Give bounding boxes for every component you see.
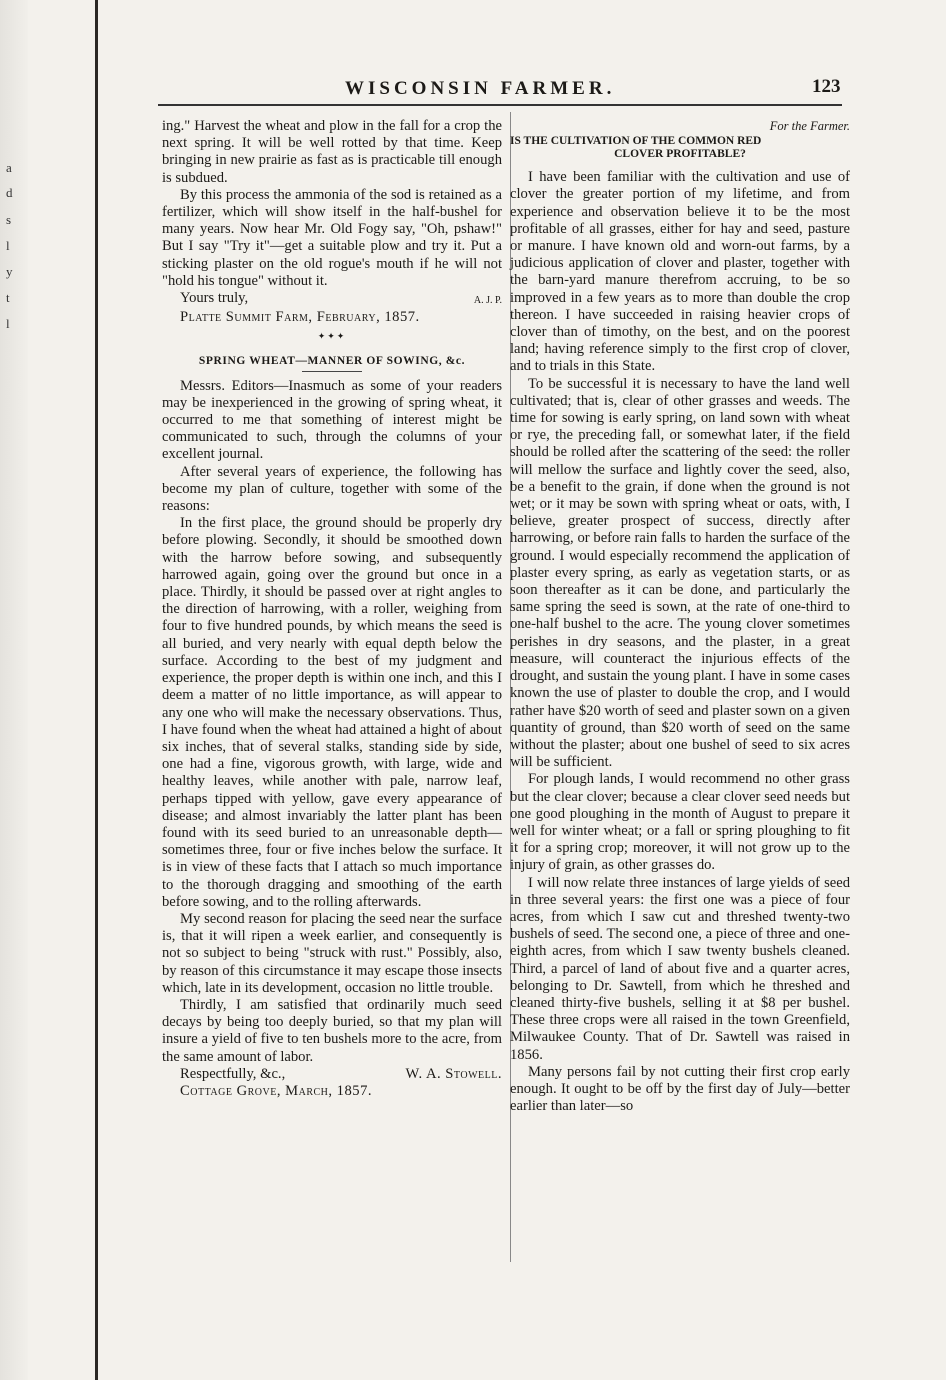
section-ornament: ✦✦✦ [317, 331, 347, 342]
article-byline: For the Farmer. [769, 119, 850, 133]
paragraph: In the first place, the ground should be properly dry before plowing. Secondly, it should be smoothed down with the harrow before sowing, and subsequently harrowed again, going over the ground but once in a place. Thirdly, it should be passed over at right angles to the direction of harrowing, with a roller, weighing from four to five hundred pounds, by which means the seed is all buried, and very nearly with equal depth below the surface. According to the best of my judgment and experience, the proper depth is within one inch, and this I deem a matter of no little importance, as will appear to any one who will make the necessary observations. Thus, I have found when the wheat had attained a hight of about six inches, that of several stalks, standing side by side, one had a fine, vigorous growth, with large, wide and healthy leaves, while another with pale, narrow leaf, perhaps tipped with yellow, gave every appearance of disease; and almost invariably the latter plant has been found with its seed buried to an unreasonable depth—sometimes three, four or five inches below the surface. It is in view of these facts that I attach so much importance to the thorough dragging and smoothing of the earth before sowing, and to the rolling afterwards. [162, 515, 502, 910]
gutter-mark: a [6, 160, 12, 175]
place-date: Platte Summit Farm, February, 1857. [180, 309, 420, 326]
gutter-mark: t [6, 290, 10, 305]
paragraph: I will now relate three instances of large yields of seed in three several years: the first one was a piece of four acres, from which I saw cut and threshed twenty-two bushels of seed. The second one, a piece of three and one-eighth acres, from which I saw twenty bushels cleaned. Third, a parcel of land of about five and a quarter acres, belonging to Dr. Sawtell, from which he threshed and cleaned thirty-five bushels, selling it at $8 per bushel. These three crops were all raised in the town Greenfield, Milwaukee County. That of Dr. Sawtell was raised in 1856. [510, 874, 850, 1063]
paragraph: I have been familiar with the cultivation and use of clover the greater portion of my lifetime, and from experience and observation believe it to be the most profitable of all grasses, either for hay and seed, pasture or manure. I have known old and worn-out farms, by a judicious application of clover and plaster, together with the barn-yard manure therefrom accruing, to be so improved in a few years as to more than double the crop thereon. I have succeeded in raising heavier crops of clover than of timothy, on the best, and on the poorest land; having reference simply to the first crop of clover, and to trials in this State. [510, 169, 850, 375]
article-title-line: CLOVER PROFITABLE? [614, 148, 746, 161]
binding-gutter [0, 0, 28, 1380]
page-header-title: WISCONSIN FARMER. [345, 78, 616, 99]
gutter-mark: l [6, 316, 10, 331]
page-number: 123 [812, 76, 841, 97]
gutter-mark: d [6, 185, 13, 200]
article-title [510, 135, 850, 161]
paragraph: Many persons fail by not cutting their first crop early enough. It ought to be off by the first day of July—better earlier than later—so [510, 1063, 850, 1115]
signature: W. A. Stowell. [405, 1065, 502, 1082]
paragraph: By this process the ammonia of the sod is retained as a fertilizer, which will show itself in the half-bushel for many years. Now hear Mr. Old Fogy say, "Oh, pshaw!" But I say "Try it"—get a suitable plow and try it. Put a sticking plaster on the old rogue's mouth if he will not "hold his tongue" without it. [162, 186, 502, 289]
paragraph: Thirdly, I am satisfied that ordinarily much seed decays by being too deeply buried, so that my plan will insure a yield of five to ten bushels more to the acre, from the same amount of labor. [162, 996, 502, 1065]
letter-signature [162, 1066, 502, 1083]
right-column [510, 118, 850, 1115]
left-column [162, 118, 502, 1100]
sign-place: Cottage Grove, March, 1857. [180, 1082, 373, 1099]
paragraph: My second reason for placing the seed near the surface is, that it will ripen a week earlier, and consequently is not so subject to being "struck with rust." Possibly, also, by reason of this circumstance it may escape those insects which, late in its development, occasion no little trouble. [162, 910, 502, 996]
paragraph: ing." Harvest the wheat and plow in the fall for a crop the next spring. It will be well rotted by that time. Keep bringing in new prairie as fast as is practicable till enough is subdued. [162, 118, 502, 186]
header-rule [158, 104, 842, 106]
paragraph: After several years of experience, the following has become my plan of culture, together with some of the reasons: [162, 463, 502, 515]
gutter-mark: y [6, 264, 13, 279]
letter-closing [162, 290, 502, 309]
title-rule [302, 371, 362, 372]
paragraph: For plough lands, I would recommend no other grass but the clear clover; because a clear clover seed needs but one good ploughing in the month of August to prepare it well for winter wheat; or a fall or spring ploughing to fit it for a spring crop; moreover, it will not grow up to the injury of grain, as other grasses do. [510, 771, 850, 874]
closing-text: Yours truly, [180, 290, 249, 307]
paragraph: Messrs. Editors—Inasmuch as some of your readers may be inexperienced in the growing of spring wheat, it occurred to me that something of interest might be communicated to such, through the columns of your excellent journal. [162, 377, 502, 463]
article-title-line: IS THE CULTIVATION OF THE COMMON RED [510, 135, 762, 148]
gutter-mark: s [6, 212, 12, 227]
gutter-mark: l [6, 238, 10, 253]
sign-off: Respectfully, &c., [180, 1065, 286, 1082]
paragraph: To be successful it is necessary to have the land well cultivated; that is, clear of other grasses and weeds. The time for sowing is early spring, on land sown with wheat or rye, the preceding fall, or somewhat later, if the field should be rolled after the scattering of the seed: the roller will mellow the surface and lightly cover the seed, also, be a benefit to the grain, if done when the ground is not wet; or it may be sown with spring wheat or oats, with, I believe, greater prospect of success, directly after harrowing, or before rain falls to harden the surface of the ground. I would especially recommend the application of plaster every spring, as early as vegetation starts, or as soon thereafter as it can be done, and particularly the same spring the seed is sown, at the rate of one-third to one-half bushel to the acre. The young clover sometimes perishes in dry seasons, and the plaster, in a great measure, will counteract the injurious effects of the drought, and sustain the young plant. I have in some cases known the use of plaster to double the crop, and I would rather have $20 worth of seed and plaster sown on a given quantity of ground, than $20 worth of seed on the same without the plaster; about one bushel of seed to six acres will be sufficient. [510, 375, 851, 771]
article-title: SPRING WHEAT—MANNER OF SOWING, &c. [198, 354, 466, 367]
page-edge-rule [95, 0, 98, 1380]
author-initials: A. J. P. [473, 295, 502, 307]
